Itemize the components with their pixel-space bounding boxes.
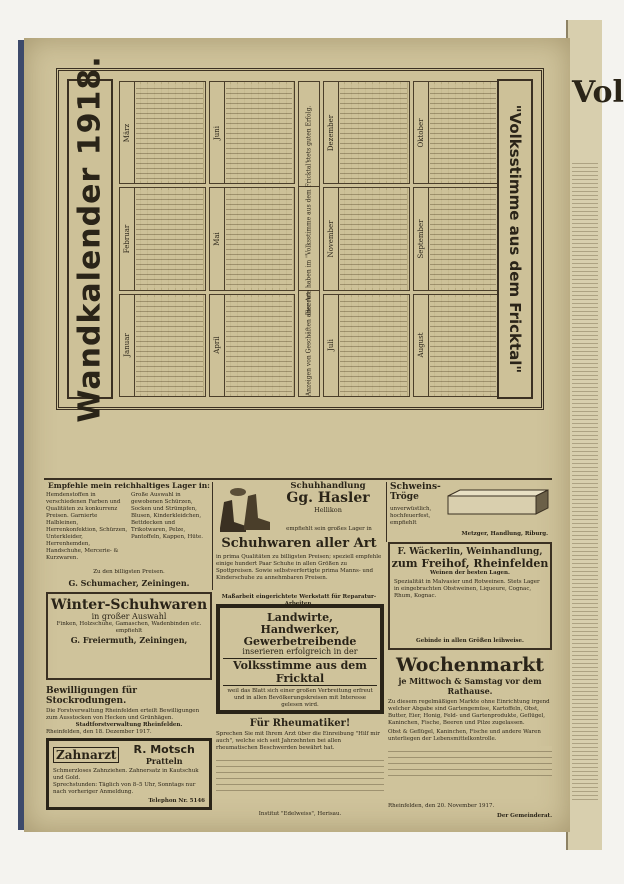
wochenmarkt-sub: je Mittwoch & Samstag vor dem Rathause.: [398, 676, 542, 696]
month-april: [209, 294, 296, 397]
schumacher-right-list: Große Auswahl in gewobenen Schürzen, Socken und Strümpfen, Blusen, Kinderkleidchen, Bettdecken und Trikotwaren, Pelze, Pantoffeln, Kappen, Hüte.: [131, 492, 204, 540]
troege-signature: Metzger, Handlung, Riburg.: [461, 531, 548, 537]
next-page-masthead: Vol: [572, 75, 624, 110]
month-name: April: [212, 336, 221, 355]
schumacher-footer: Zu den billigsten Preisen.: [93, 569, 165, 575]
month-october: [413, 81, 500, 184]
motsch-hours: Sprechstunden: Täglich von 8–5 Uhr, Sonntags nur nach vorheriger Anmeldung.: [53, 782, 196, 795]
month-february: [119, 187, 206, 290]
month-name: November: [327, 220, 335, 258]
calendar-center-strip: [298, 81, 320, 397]
freiermuth-recommends: empfiehlt: [115, 628, 143, 634]
calendar-title-box: [67, 55, 113, 423]
month-november: [323, 187, 410, 290]
month-june: [209, 81, 296, 184]
rheumatiker-headline: Für Rheumatiker!: [249, 718, 351, 729]
adjacent-page: [566, 20, 624, 850]
month-name: März: [123, 123, 131, 142]
rheumatiker-body: Sprechen Sie mit Ihrem Arzt über die Einreibung "Hilf mir auch", welche sich seit Jahrzehnten bei allen rheumatischen Beschwerden bewährt hat.: [216, 731, 380, 751]
wochenmarkt-headline: Wochenmarkt: [395, 654, 545, 676]
month-july: [323, 294, 410, 397]
center-text: stets guten Erfolg.: [305, 105, 313, 163]
ad-motsch: [46, 738, 212, 810]
motsch-title: Zahnarzt: [53, 747, 119, 763]
freiermuth-body: Finken, Holzschuhe, Gamaschen, Wadenbinden etc.: [56, 621, 202, 627]
rheumatiker-footer: Institut "Edelweiss", Herisau.: [258, 811, 342, 817]
month-column-3: [323, 81, 410, 397]
wochenmarkt-text-lines: [388, 746, 552, 776]
column-rule: [212, 482, 213, 590]
waeckerlin-line1: Weinen der besten Lagen.: [430, 570, 510, 576]
waeckerlin-body: Spezialität in Malvasier und Rotweinen. Stets Lager in eingebrachten Obstweinen, Liqueure, Cognac, Rhum, Kognac.: [394, 579, 540, 599]
wochenmarkt-signature: Der Gemeinderat.: [497, 813, 552, 819]
wochenmarkt-body2: Obst & Geflügel, Kaninchen, Fische und andere Waren unterliegen der Lebensmittelkontrolle.: [388, 729, 541, 742]
trough-illustration-icon: [448, 488, 552, 516]
schumacher-signature: G. Schumacher, Zeiningen.: [68, 578, 190, 588]
month-column-4: [413, 81, 500, 397]
column-rule: [386, 482, 387, 542]
landwirte-line3: Gewerbetreibende: [243, 635, 357, 648]
motsch-phone: Telephon Nr. 5146: [148, 798, 205, 804]
month-september: [413, 187, 500, 290]
landwirte-line4: inserieren erfolgreich in der: [242, 647, 358, 656]
waeckerlin-title: F. Wäckerlin, Weinhandlung,: [397, 547, 543, 557]
month-march: [119, 81, 206, 184]
freiermuth-headline: Winter-Schuhwaren: [50, 597, 208, 613]
ad-stockrodungen: [46, 686, 212, 736]
ad-schumacher: [46, 482, 212, 588]
ad-freiermuth: [46, 592, 212, 680]
motsch-place: Pratteln: [145, 756, 183, 766]
month-column-1: [119, 81, 206, 397]
wochenmarkt-body: Zu diesem regelmäßigen Markte ohne Einrichtung irgend welcher Abgabe sind Gartengemüse, Kartoffeln, Obst, Butter, Eier, Honig, Feld- und Gartenprodukte, Geflügel, Kaninchen, Fische, Beeren und Pilze zugelassen.: [388, 699, 550, 726]
hasler-headline: Schuhwaren aller Art: [221, 536, 377, 551]
month-name: Februar: [123, 224, 131, 254]
center-text: Inserate haben im "Volksstimme aus dem Fricktal": [305, 161, 313, 316]
motsch-body: Schmerzloses Zahnziehen. Zahnersatz in Kautschuk und Gold.: [53, 768, 199, 781]
next-page-column: [572, 160, 598, 800]
month-may: [209, 187, 296, 290]
wall-calendar: [56, 55, 544, 423]
shoes-illustration-icon: [216, 482, 272, 534]
landwirte-body: weil das Blatt sich einer großen Verbreitung erfreut und in allen Bevölkerungskreisen mit Interesse gelesen wird.: [227, 688, 373, 708]
freiermuth-signature: G. Freiermuth, Zeiningen,: [70, 635, 188, 645]
calendar-slogan-box: [497, 79, 533, 399]
calendar-slogan: "Volksstimme aus dem Fricktal": [506, 104, 524, 374]
hasler-line: empfiehlt sein großes Lager in: [286, 526, 372, 532]
troege-title: Schweins-Tröge: [390, 482, 441, 502]
month-name: Oktober: [416, 118, 425, 148]
freiermuth-sub: in großer Auswahl: [91, 612, 167, 621]
wochenmarkt-date: Rheinfelden, den 20. November 1917.: [388, 803, 495, 809]
month-name: Juli: [327, 339, 335, 352]
center-text: Anzeigen von Geschäften aller Art: [305, 291, 313, 396]
ad-rheumatiker: [216, 718, 384, 818]
hasler-place: Hellikon: [314, 506, 342, 514]
section-rule: [44, 478, 552, 480]
stockrodungen-headline: Bewilligungen für Stockrodungen.: [46, 686, 137, 706]
landwirte-line1: Landwirte,: [267, 611, 333, 624]
month-january: [119, 294, 206, 397]
ad-wochenmarkt: [388, 654, 552, 820]
month-name: Januar: [123, 333, 131, 358]
month-august: [413, 294, 500, 397]
rheumatiker-text-lines: [216, 755, 384, 795]
calendar-title: Wandkalender 1918.: [72, 55, 108, 423]
hasler-body: in prima Qualitäten zu billigsten Preisen; speziell empfehle einige hundert Paar Schuhe in allen Größen zu Spottpreisen. Sowie selbstverfertigte prima Manns- und Kinderschuhe zu annehmbaren Preisen.: [216, 554, 382, 581]
ad-waeckerlin: [388, 542, 552, 650]
troege-body: unverwüstlich, hochfeuerfest, empfiehlt: [390, 506, 432, 526]
month-name: Dezember: [327, 114, 335, 151]
ad-hasler: [214, 482, 384, 622]
hasler-name: Gg. Hasler: [286, 490, 370, 506]
ad-landwirte: [216, 604, 384, 714]
landwirte-headline: Volksstimme aus dem Fricktal: [223, 658, 377, 686]
waeckerlin-footer: Gebinde in allen Größen leihweise.: [416, 638, 524, 644]
month-column-2: [209, 81, 296, 397]
waeckerlin-subtitle: zum Freihof, Rheinfelden: [391, 557, 549, 570]
motsch-name: R. Motsch: [133, 743, 195, 756]
hasler-title: Schuhhandlung: [290, 481, 366, 491]
hasler-footer: Maßarbeit eingerichtete Werkstatt für Reparatur-Arbeiten.: [221, 594, 377, 607]
month-name: September: [416, 219, 425, 259]
schumacher-headline: Empfehle mein reichhaltiges Lager in:: [48, 481, 210, 490]
stockrodungen-signature: Stadtforstverwaltung Rheinfelden.: [75, 722, 183, 728]
calendar-months-grid: [119, 81, 499, 397]
schumacher-left-list: Hemdenstoffen in verschiedenen Farben und Qualitäten zu konkurrenz Preisen. Garnierte Halbleinen, Herrenkonfektion, Schürzen, Unterkleider, Herrenhemden, Handschuhe, Mercerie- & Kurzwaren.: [46, 492, 128, 561]
month-december: [323, 81, 410, 184]
landwirte-line2: Handwerker,: [260, 623, 340, 636]
month-name: Mai: [212, 232, 221, 246]
month-name: Juni: [212, 125, 221, 140]
stockrodungen-date: Rheinfelden, den 18. Dezember 1917.: [46, 729, 152, 735]
stockrodungen-body: Die Forstverwaltung Rheinfelden erteilt Bewilligungen zum Ausstocken von Hecken und Grünhägen.: [46, 708, 200, 721]
month-name: August: [416, 332, 425, 358]
